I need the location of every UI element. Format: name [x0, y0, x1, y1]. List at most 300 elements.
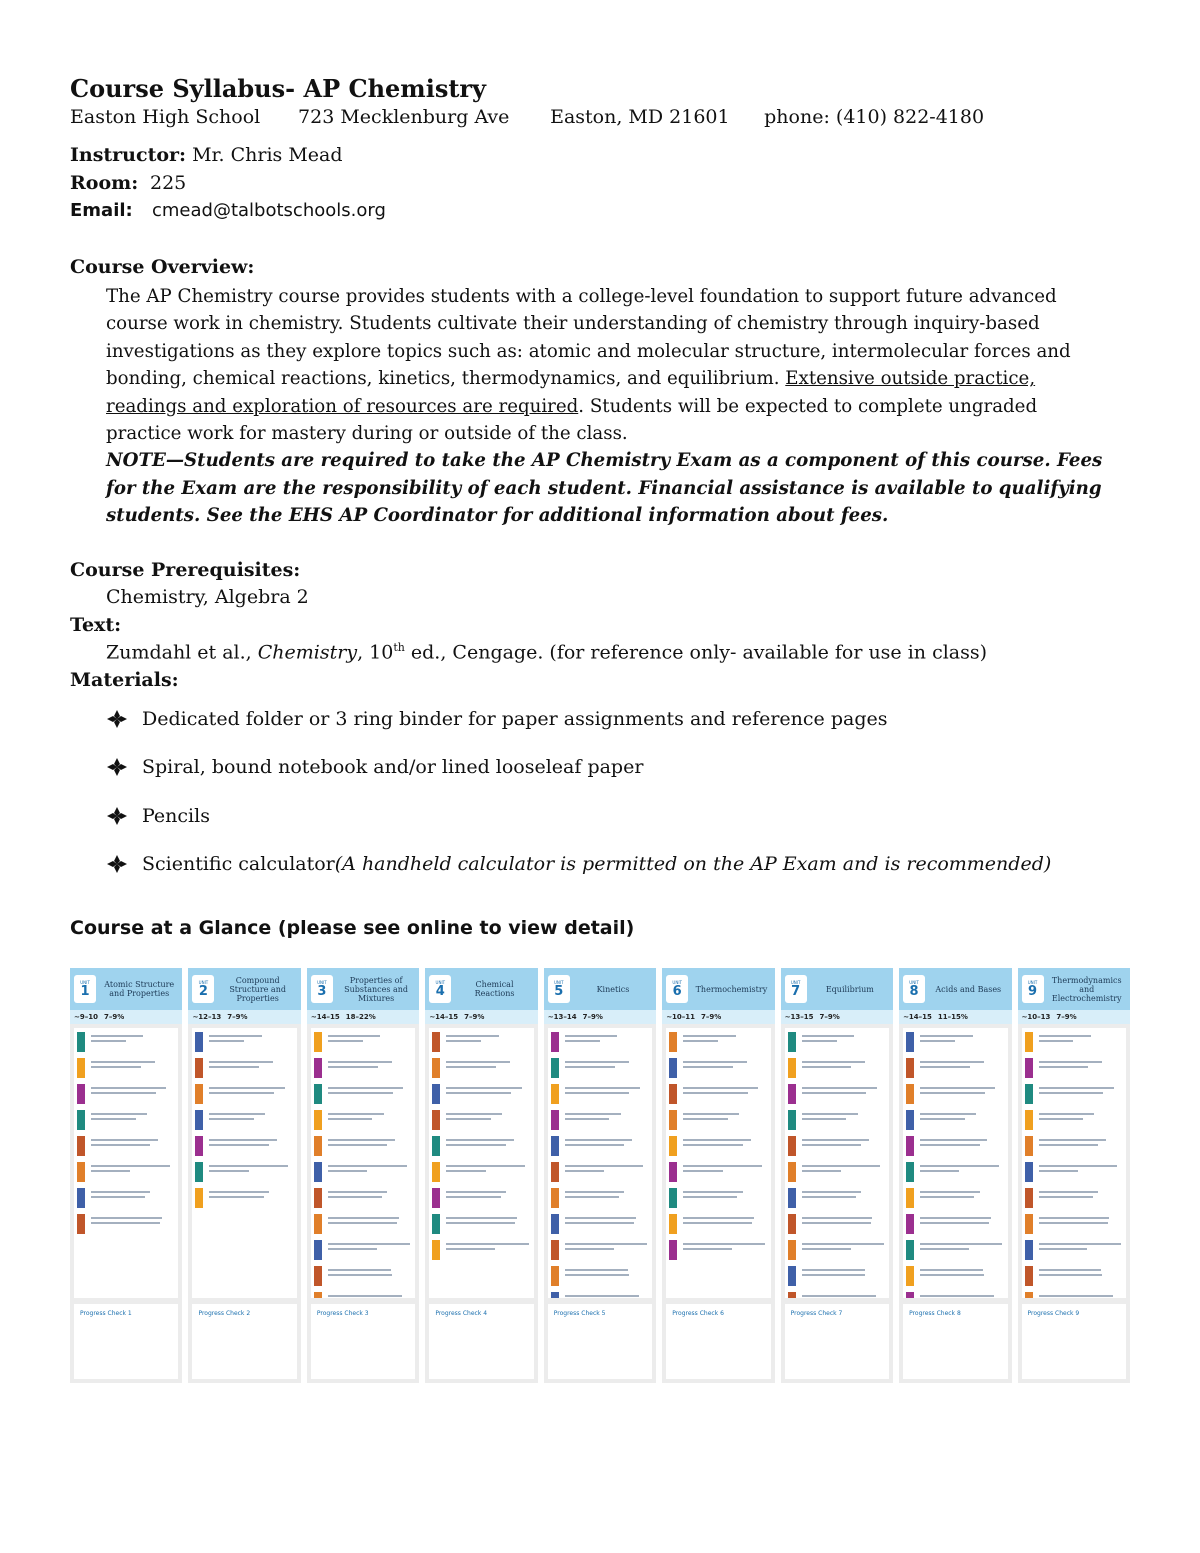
unit-exam-weight: 7–9% [464, 1013, 485, 1021]
topic-row [74, 1162, 178, 1184]
topic-color-marker [432, 1110, 440, 1130]
phone-number: phone: (410) 822-4180 [764, 106, 985, 128]
unit-badge: UNIT 7 [785, 975, 807, 1003]
topic-color-marker [195, 1188, 203, 1208]
unit-topic-list [785, 1028, 889, 1298]
topic-row [429, 1032, 533, 1054]
topic-color-marker [432, 1188, 440, 1208]
unit-title: Thermodynamics and Electrochemistry [1051, 975, 1122, 1003]
unit-title: Chemical Reactions [474, 980, 515, 998]
topic-color-marker [432, 1032, 440, 1052]
topic-color-marker [788, 1188, 796, 1208]
topic-color-marker [1025, 1136, 1033, 1156]
unit-number: 1 [80, 984, 90, 999]
unit-progress-check [192, 1304, 296, 1379]
unit-header [1018, 968, 1130, 1010]
unit-column [662, 968, 774, 1383]
school-address-line [70, 106, 984, 128]
topic-color-marker [432, 1084, 440, 1104]
topic-color-marker [314, 1032, 322, 1052]
topic-text-placeholder [1039, 1266, 1126, 1276]
topic-text-placeholder [683, 1162, 770, 1172]
topic-text-placeholder [683, 1110, 770, 1120]
topic-text-placeholder [209, 1058, 296, 1068]
topic-row [311, 1110, 415, 1132]
topic-text-placeholder [802, 1292, 889, 1298]
unit-title: Atomic Structure and Properties [104, 980, 175, 998]
topic-color-marker [551, 1240, 559, 1260]
topic-text-placeholder [920, 1136, 1007, 1146]
topic-text-placeholder [920, 1162, 1007, 1172]
unit-header [544, 968, 656, 1010]
topic-row [903, 1214, 1007, 1236]
topic-color-marker [195, 1136, 203, 1156]
text-heading: Text: [70, 614, 122, 636]
unit-class-periods: ~13–14 [547, 1013, 577, 1021]
progress-check-label: Progress Check 7 [790, 1310, 843, 1317]
prereq-list: Chemistry, Algebra 2 [106, 586, 309, 608]
diamond-bullet-icon [106, 757, 128, 777]
unit-stats [662, 1010, 774, 1024]
topic-color-marker [551, 1188, 559, 1208]
topic-color-marker [1025, 1110, 1033, 1130]
unit-exam-weight: 7–9% [103, 1013, 125, 1021]
topic-color-marker [788, 1136, 796, 1156]
topic-row [429, 1162, 533, 1184]
progress-check-label: Progress Check 1 [80, 1310, 132, 1317]
topic-row [311, 1162, 415, 1184]
unit-title: Properties of Substances and Mixtures [344, 975, 409, 1003]
progress-check-label: Progress Check 9 [1027, 1310, 1080, 1317]
unit-column [781, 968, 893, 1383]
topic-row [666, 1136, 770, 1158]
topic-color-marker [1025, 1032, 1033, 1052]
topic-row [548, 1266, 652, 1288]
email-label: Email: [70, 200, 133, 221]
unit-number: 7 [791, 984, 801, 999]
topic-row [785, 1136, 889, 1158]
topic-row [785, 1240, 889, 1262]
progress-check-label: Progress Check 2 [198, 1310, 251, 1317]
unit-exam-weight: 7–9% [1056, 1013, 1077, 1021]
unit-column [425, 968, 537, 1383]
textbook-publisher: ed., Cengage. (for reference only- available for use in class) [404, 641, 988, 664]
topic-row [903, 1032, 1007, 1054]
topic-row [429, 1214, 533, 1236]
topic-row [192, 1058, 296, 1080]
unit-number: 2 [198, 984, 208, 999]
topic-color-marker [669, 1058, 677, 1078]
topic-color-marker [1025, 1292, 1033, 1298]
materials-item-label: Dedicated folder or 3 ring binder for paper assignments and reference pages [142, 708, 888, 730]
topic-color-marker [669, 1110, 677, 1130]
topic-text-placeholder [209, 1032, 296, 1042]
topic-color-marker [551, 1084, 559, 1104]
topic-color-marker [1025, 1188, 1033, 1208]
topic-color-marker [195, 1110, 203, 1130]
topic-color-marker [906, 1292, 914, 1298]
unit-progress-check [903, 1304, 1007, 1379]
topic-text-placeholder [328, 1110, 415, 1120]
topic-text-placeholder [565, 1240, 652, 1250]
topic-row [548, 1188, 652, 1210]
topic-row [74, 1188, 178, 1210]
topic-row [311, 1058, 415, 1080]
topic-row [903, 1136, 1007, 1158]
unit-header [70, 968, 182, 1010]
school-name: Easton High School [70, 106, 261, 128]
topic-row [1022, 1032, 1126, 1054]
topic-row [548, 1058, 652, 1080]
unit-badge: UNIT 5 [548, 975, 570, 1003]
unit-topic-list [548, 1028, 652, 1298]
email-address[interactable]: cmead@talbotschools.org [152, 200, 386, 221]
unit-class-periods: ~14–15 [310, 1013, 340, 1021]
topic-color-marker [77, 1188, 85, 1208]
topic-text-placeholder [802, 1058, 889, 1068]
unit-exam-weight: 18–22% [345, 1013, 376, 1021]
unit-stats [188, 1010, 300, 1024]
topic-text-placeholder [920, 1266, 1007, 1276]
topic-row [429, 1188, 533, 1210]
topic-text-placeholder [920, 1058, 1007, 1068]
textbook-authors: Zumdahl et al., [106, 641, 258, 664]
unit-class-periods: ~14–15 [429, 1013, 459, 1021]
diamond-bullet-icon [106, 806, 128, 826]
unit-title: Acids and Bases [935, 984, 1002, 994]
topic-row [311, 1188, 415, 1210]
topic-text-placeholder [802, 1032, 889, 1042]
topic-text-placeholder [328, 1240, 415, 1250]
overview-paragraph [106, 283, 1106, 530]
room-label: Room: [70, 172, 139, 194]
topic-row [785, 1292, 889, 1298]
topic-color-marker [432, 1058, 440, 1078]
topic-row [1022, 1110, 1126, 1132]
topic-color-marker [314, 1266, 322, 1286]
topic-color-marker [906, 1110, 914, 1130]
unit-number: 4 [435, 984, 445, 999]
topic-text-placeholder [446, 1032, 533, 1042]
unit-header [781, 968, 893, 1010]
unit-title: Kinetics [596, 984, 630, 994]
topic-color-marker [788, 1084, 796, 1104]
materials-item-label: Pencils [142, 805, 210, 827]
course-units-overview [70, 968, 1130, 1383]
topic-color-marker [314, 1136, 322, 1156]
topic-row [1022, 1188, 1126, 1210]
topic-color-marker [1025, 1266, 1033, 1286]
topic-text-placeholder [920, 1292, 1007, 1298]
topic-row [785, 1084, 889, 1106]
topic-row [429, 1058, 533, 1080]
topic-text-placeholder [1039, 1292, 1126, 1298]
topic-color-marker [669, 1214, 677, 1234]
topic-color-marker [77, 1162, 85, 1182]
page-title: Course Syllabus- AP Chemistry [70, 74, 487, 103]
topic-text-placeholder [920, 1110, 1007, 1120]
topic-color-marker [788, 1214, 796, 1234]
unit-column [307, 968, 419, 1383]
topic-color-marker [1025, 1240, 1033, 1260]
topic-color-marker [314, 1084, 322, 1104]
topic-text-placeholder [328, 1214, 415, 1224]
topic-row [666, 1110, 770, 1132]
topic-text-placeholder [802, 1188, 889, 1198]
unit-header [188, 968, 300, 1010]
topic-row [311, 1292, 415, 1298]
unit-column [899, 968, 1011, 1383]
topic-text-placeholder [1039, 1110, 1126, 1120]
topic-row [74, 1214, 178, 1236]
topic-text-placeholder [920, 1084, 1007, 1094]
topic-row [192, 1188, 296, 1210]
topic-row [785, 1058, 889, 1080]
topic-color-marker [551, 1136, 559, 1156]
topic-row [548, 1110, 652, 1132]
topic-row [548, 1162, 652, 1184]
topic-row [1022, 1136, 1126, 1158]
overview-text: The AP Chemistry course provides students with a college-level foundation to support future advanced course work in chemistry. Students cultivate their understanding of chemistry through inquiry-based investigations as they explore topics such as: atomic and molecular structure, intermolecular forces and bonding, chemical reactions, kinetics, thermodynamics, and equilibrium. [106, 286, 1071, 390]
topic-text-placeholder [91, 1214, 178, 1224]
materials-item [106, 756, 643, 778]
topic-color-marker [551, 1162, 559, 1182]
unit-topic-list [311, 1028, 415, 1298]
topic-color-marker [1025, 1058, 1033, 1078]
topic-text-placeholder [328, 1162, 415, 1172]
topic-text-placeholder [565, 1136, 652, 1146]
unit-class-periods: ~10–11 [666, 1013, 696, 1021]
topic-text-placeholder [1039, 1084, 1126, 1094]
topic-row [1022, 1058, 1126, 1080]
topic-color-marker [314, 1240, 322, 1260]
materials-item-label: Spiral, bound notebook and/or lined looseleaf paper [142, 756, 644, 778]
topic-row [429, 1110, 533, 1132]
topic-row [429, 1136, 533, 1158]
topic-color-marker [314, 1214, 322, 1234]
topic-color-marker [906, 1214, 914, 1234]
unit-column [544, 968, 656, 1383]
unit-number: 8 [909, 984, 919, 999]
topic-text-placeholder [565, 1188, 652, 1198]
topic-color-marker [195, 1162, 203, 1182]
topic-color-marker [77, 1136, 85, 1156]
topic-row [192, 1110, 296, 1132]
topic-color-marker [669, 1032, 677, 1052]
topic-row [785, 1214, 889, 1236]
unit-number: 9 [1027, 984, 1038, 999]
topic-color-marker [195, 1084, 203, 1104]
topic-text-placeholder [683, 1240, 770, 1250]
topic-text-placeholder [802, 1084, 889, 1094]
unit-class-periods: ~10–13 [1021, 1013, 1051, 1021]
topic-text-placeholder [91, 1084, 178, 1094]
topic-color-marker [788, 1292, 796, 1298]
materials-item [106, 805, 210, 827]
topic-row [785, 1110, 889, 1132]
overview-requirement: Extensive outside practice, readings and exploration of resources are required [106, 368, 1036, 417]
topic-text-placeholder [446, 1110, 533, 1120]
topic-text-placeholder [328, 1188, 415, 1198]
topic-color-marker [432, 1240, 440, 1260]
topic-text-placeholder [1039, 1188, 1126, 1198]
diamond-bullet-icon [106, 709, 128, 729]
unit-class-periods: ~9–10 [74, 1013, 98, 1021]
topic-text-placeholder [565, 1032, 652, 1042]
topic-text-placeholder [209, 1162, 296, 1172]
topic-color-marker [906, 1058, 914, 1078]
prereq-heading: Course Prerequisites: [70, 559, 301, 581]
topic-color-marker [669, 1162, 677, 1182]
topic-text-placeholder [683, 1032, 770, 1042]
room-number: 225 [150, 172, 187, 194]
topic-row [429, 1240, 533, 1262]
topic-color-marker [906, 1188, 914, 1208]
topic-text-placeholder [1039, 1240, 1126, 1250]
topic-text-placeholder [446, 1214, 533, 1224]
unit-column [188, 968, 300, 1383]
unit-stats [70, 1010, 182, 1024]
topic-row [903, 1266, 1007, 1288]
topic-text-placeholder [920, 1214, 1007, 1224]
topic-color-marker [906, 1032, 914, 1052]
street-address: 723 Mecklenburg Ave [298, 106, 510, 128]
unit-header [425, 968, 537, 1010]
topic-text-placeholder [1039, 1214, 1126, 1224]
topic-color-marker [77, 1058, 85, 1078]
topic-color-marker [788, 1058, 796, 1078]
exam-fee-note: NOTE—Students are required to take the AP Chemistry Exam as a component of this course. Fees for the Exam are the responsibility of each student. Financial assistance is available to qualifying students. See the EHS AP Coordinator for additional information about fees. [106, 450, 1103, 527]
topic-color-marker [788, 1162, 796, 1182]
unit-topic-list [666, 1028, 770, 1298]
topic-row [903, 1292, 1007, 1298]
topic-row [548, 1214, 652, 1236]
unit-badge: UNIT 1 [74, 975, 96, 1003]
topic-text-placeholder [802, 1214, 889, 1224]
topic-text-placeholder [209, 1084, 296, 1094]
unit-header [899, 968, 1011, 1010]
topic-text-placeholder [446, 1188, 533, 1198]
topic-row [903, 1162, 1007, 1184]
unit-stats [1018, 1010, 1130, 1024]
topic-text-placeholder [802, 1162, 889, 1172]
overview-text-continued: . Students will be expected to complete ungraded practice work for mastery during or outside of the class. [106, 395, 1038, 445]
materials-item [106, 708, 887, 730]
topic-row [785, 1032, 889, 1054]
topic-text-placeholder [209, 1136, 296, 1146]
topic-text-placeholder [328, 1084, 415, 1094]
topic-text-placeholder [91, 1110, 178, 1120]
room-line [70, 172, 186, 194]
topic-text-placeholder [565, 1162, 652, 1172]
topic-row [1022, 1084, 1126, 1106]
topic-text-placeholder [683, 1214, 770, 1224]
topic-color-marker [551, 1032, 559, 1052]
unit-badge: UNIT 6 [666, 975, 688, 1003]
topic-color-marker [669, 1240, 677, 1260]
topic-row [311, 1084, 415, 1106]
unit-class-periods: ~14–15 [903, 1013, 932, 1021]
topic-text-placeholder [328, 1058, 415, 1068]
topic-color-marker [906, 1162, 914, 1182]
topic-color-marker [1025, 1162, 1033, 1182]
unit-badge: UNIT 8 [903, 975, 925, 1003]
topic-text-placeholder [209, 1110, 296, 1120]
topic-text-placeholder [920, 1032, 1007, 1042]
progress-check-label: Progress Check 6 [672, 1310, 724, 1317]
unit-stats [899, 1010, 1011, 1024]
topic-row [666, 1214, 770, 1236]
topic-row [192, 1084, 296, 1106]
topic-color-marker [788, 1110, 796, 1130]
materials-item [106, 853, 1051, 875]
unit-badge: UNIT 3 [311, 975, 333, 1003]
topic-color-marker [77, 1032, 85, 1052]
topic-text-placeholder [328, 1032, 415, 1042]
unit-exam-weight: 7–9% [819, 1013, 840, 1021]
topic-row [785, 1162, 889, 1184]
unit-title: Equilibrium [825, 984, 874, 994]
topic-row [666, 1058, 770, 1080]
topic-row [192, 1136, 296, 1158]
unit-stats [425, 1010, 537, 1024]
unit-number: 3 [317, 984, 327, 999]
topic-color-marker [906, 1084, 914, 1104]
topic-text-placeholder [802, 1136, 889, 1146]
topic-color-marker [77, 1110, 85, 1130]
topic-color-marker [1025, 1084, 1033, 1104]
progress-check-label: Progress Check 4 [435, 1310, 488, 1317]
topic-color-marker [77, 1084, 85, 1104]
topic-text-placeholder [683, 1058, 770, 1068]
unit-title: Compound Structure and Properties [229, 975, 286, 1003]
unit-progress-check [785, 1304, 889, 1379]
topic-color-marker [432, 1136, 440, 1156]
topic-row [903, 1188, 1007, 1210]
topic-color-marker [551, 1214, 559, 1234]
topic-color-marker [195, 1032, 203, 1052]
progress-check-label: Progress Check 3 [316, 1310, 369, 1317]
topic-row [785, 1188, 889, 1210]
unit-exam-weight: 7–9% [701, 1013, 722, 1021]
topic-text-placeholder [565, 1110, 652, 1120]
topic-color-marker [551, 1058, 559, 1078]
topic-text-placeholder [802, 1240, 889, 1250]
topic-row [666, 1032, 770, 1054]
unit-progress-check [311, 1304, 415, 1379]
topic-color-marker [669, 1084, 677, 1104]
topic-text-placeholder [802, 1110, 889, 1120]
topic-row [1022, 1214, 1126, 1236]
topic-row [548, 1084, 652, 1106]
topic-text-placeholder [91, 1136, 178, 1146]
topic-row [311, 1240, 415, 1262]
topic-color-marker [432, 1162, 440, 1182]
topic-row [311, 1032, 415, 1054]
topic-row [548, 1240, 652, 1262]
topic-color-marker [669, 1188, 677, 1208]
unit-column [1018, 968, 1130, 1383]
topic-color-marker [314, 1162, 322, 1182]
topic-row [192, 1162, 296, 1184]
textbook-title: Chemistry [257, 641, 358, 664]
topic-row [903, 1058, 1007, 1080]
topic-row [785, 1266, 889, 1288]
topic-row [666, 1188, 770, 1210]
topic-row [74, 1058, 178, 1080]
textbook-edition: , 10 [357, 641, 394, 664]
topic-row [666, 1240, 770, 1262]
